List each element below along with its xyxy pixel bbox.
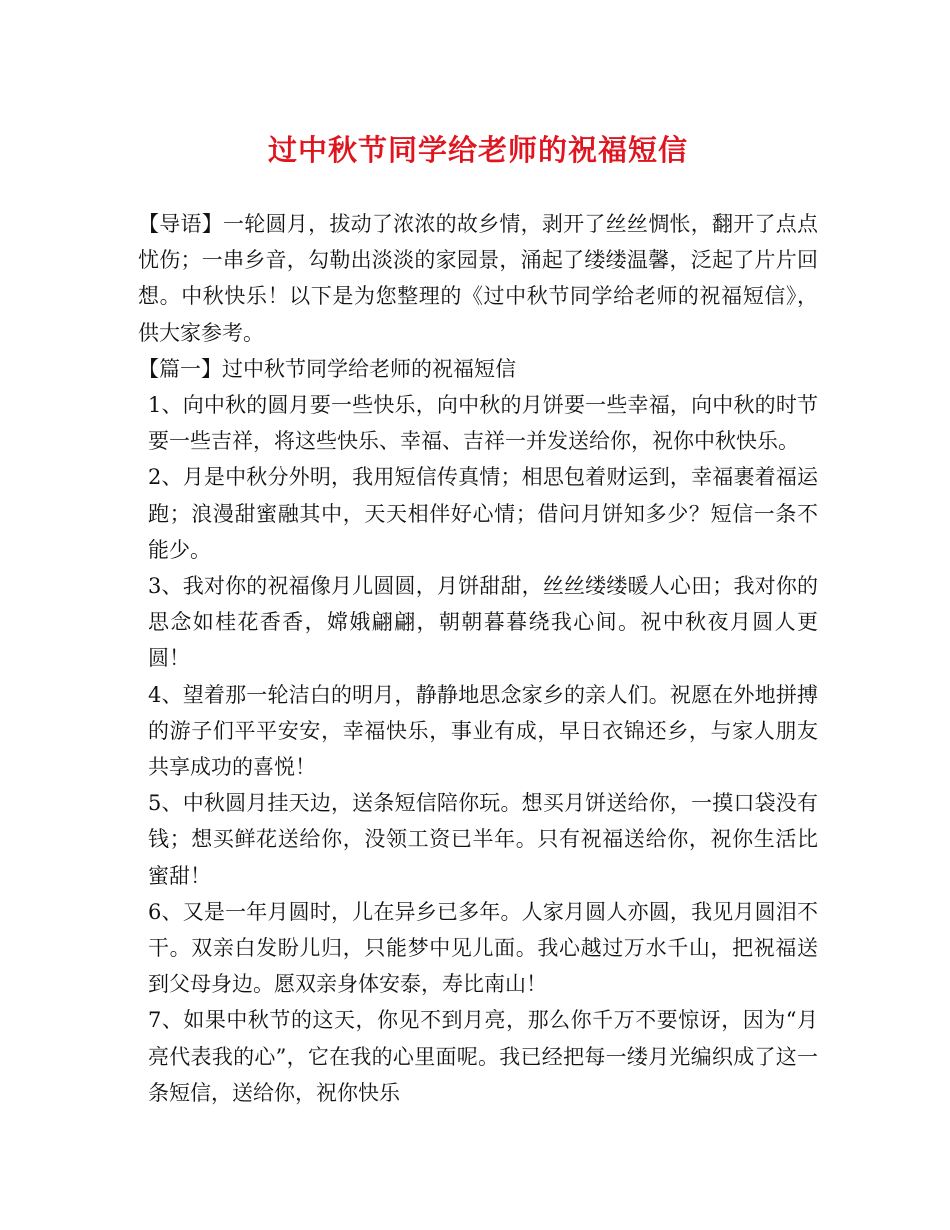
message-item-7: 7、如果中秋节的这天，你见不到月亮，那么你千万不要惊讶，因为“月亮代表我的心”，它在我的心里面呢。我已经把每一缕月光编织成了这一条短信，送给你，祝你快乐 [148, 1008, 818, 1105]
message-item-1: 1、向中秋的圆月要一些快乐，向中秋的月饼要一些幸福，向中秋的时节要一些吉祥，将这些快乐、幸福、吉祥一并发送给你，祝你中秋快乐。 [148, 393, 818, 454]
intro-paragraph: 【导语】一轮圆月，拔动了浓浓的故乡情，剥开了丝丝惆怅，翻开了点点忧伤；一串乡音，勾勒出淡淡的家园景，涌起了缕缕温馨，泛起了片片回想。中秋快乐！以下是为您整理的《过中秋节同学给老师的祝福短信》，供大家参考。 [138, 212, 818, 345]
message-item-5: 5、中秋圆月挂天边，送条短信陪你玩。想买月饼送给你，一摸口袋没有钱；想买鲜花送给你，没领工资已半年。只有祝福送给你，祝你生活比蜜甜！ [148, 791, 818, 888]
message-item-2: 2、月是中秋分外明，我用短信传真情；相思包着财运到，幸福裹着福运跑；浪漫甜蜜融其中，天天相伴好心情；借问月饼知多少？短信一条不能少。 [148, 465, 818, 562]
message-item-6: 6、又是一年月圆时，儿在异乡已多年。人家月圆人亦圆，我见月圆泪不干。双亲白发盼儿归，只能梦中见儿面。我心越过万水千山，把祝福送到父母身边。愿双亲身体安泰，寿比南山！ [148, 899, 818, 997]
document-body [138, 206, 818, 1111]
message-item-4: 4、望着那一轮洁白的明月，静静地思念家乡的亲人们。祝愿在外地拼搏的游子们平平安安，幸福快乐，事业有成，早日衣锦还乡，与家人朋友共享成功的喜悦！ [148, 682, 818, 780]
document-title: 过中秋节同学给老师的祝福短信 [267, 133, 688, 167]
section-heading: 【篇一】过中秋节同学给老师的祝福短信 [138, 356, 516, 381]
document-page [138, 128, 818, 1111]
message-item-3: 3、我对你的祝福像月儿圆圆，月饼甜甜，丝丝缕缕暖人心田；我对你的思念如桂花香香，嫦娥翩翩，朝朝暮暮绕我心间。祝中秋夜月圆人更圆！ [148, 574, 818, 671]
